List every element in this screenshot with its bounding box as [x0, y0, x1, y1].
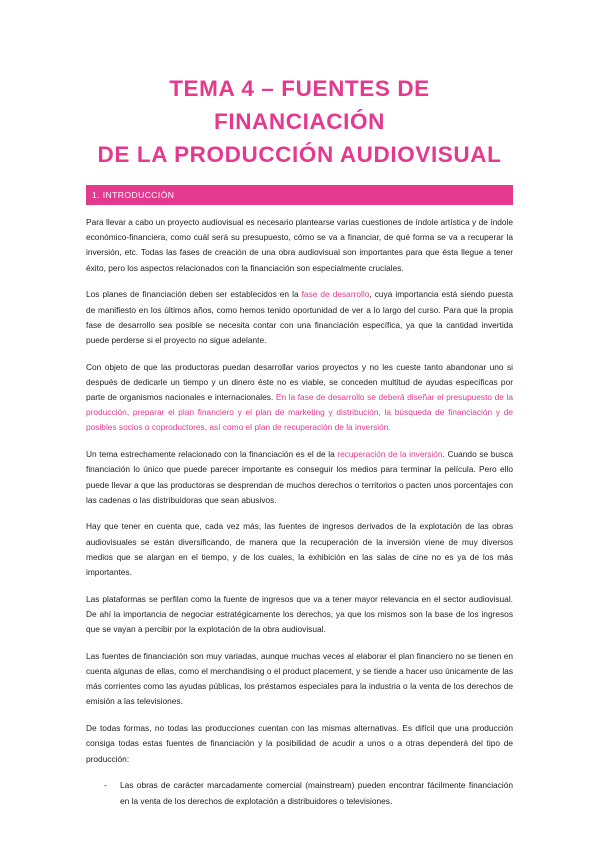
- paragraph-7: Las fuentes de financiación son muy variadas, aunque muchas veces al elaborar el plan financiero no se tienen en cuenta algunas de ellas, como el merchandising o el product placement, y se tiende a hacer uso únicamente de las más corrientes como las ayudas públicas, los préstamos especiales para la industria o la venta de los derechos de emisión a las televisiones.: [86, 650, 513, 707]
- section-heading: 1. INTRODUCCIÓN: [86, 185, 513, 205]
- bullet-dash: -: [104, 780, 107, 791]
- bullet-text: Las obras de carácter marcadamente comercial (mainstream) pueden encontrar fácilmente financiación en la venta de los derechos de explotación a distribuidores o televisiones.: [120, 780, 513, 806]
- paragraph-1: Para llevar a cabo un proyecto audiovisual es necesario plantearse varias cuestiones de índole artística y de índole económico-financiera, como cuál será su presupuesto, cómo se va a financiar, de qué forma se va a recuperar la inversión, etc. Todas las fases de creación de una obra audiovisual son importantes para que ésta llegue a tener éxito, pero los aspectos relacionados con la financiación son especialmente cruciales.: [86, 217, 513, 273]
- title-line-1: TEMA 4 – FUENTES DE FINANCIACIÓN: [169, 76, 430, 134]
- highlight-recuperacion-inversion: recuperación de la inversión: [337, 449, 443, 460]
- highlight-fase-desarrollo: fase de desarrollo: [301, 289, 370, 300]
- paragraph-3: Con objeto de que las productoras puedan desarrollar varios proyectos y no les cueste tanto abandonar uno si después de dedicarle un tiempo y un dinero éste no es viable, se conceden multitud de ayudas específicas por parte de organismos nacionales e internacionales. En la fase de desarrollo se deberá diseñar el presupuesto de la producción, preparar el plan financiero y el plan de marketing y distribución, la búsqueda de financiación y de posibles socios o coproductores, así como el plan de recuperación de la inversión.: [86, 361, 513, 433]
- list-item: [86, 778, 513, 808]
- paragraph-4: Un tema estrechamente relacionado con la financiación es el de la recuperación de la inversión. Cuando se busca financiación lo único que puede parecer importante es conseguir los medios para terminar la película. Pero ello puede llevar a que las productoras se desprendan de muchos derechos o territorios o pacten unos porcentajes con las cadenas o las distribuidoras que sean abusivos.: [86, 449, 514, 505]
- document-body: [86, 215, 513, 809]
- highlight-fase-desarrollo-detalle: En la fase de desarrollo se deberá diseñar el presupuesto de la producción, preparar el plan financiero y el plan de marketing y distribución, la búsqueda de financiación y de posibles socios o coproductores, así como el plan de recuperación de la inversión.: [86, 392, 513, 433]
- page-title: [86, 0, 513, 171]
- paragraph-2: Los planes de financiación deben ser establecidos en la fase de desarrollo, cuya importancia está siendo puesta de manifiesto en los últimos años, como hemos tenido oportunidad de ver a lo largo del curso. Para que la propia fase de desarrollo sea posible se necesita contar con una financiación específica, ya que la cantidad invertida puede perderse si el proyecto no sigue adelante.: [86, 289, 514, 345]
- paragraph-8: De todas formas, no todas las producciones cuentan con las mismas alternativas. Es difícil que una producción consiga todas estas fuentes de financiación y la posibilidad de acudir a unos o a otras dependerá del tipo de producción:: [86, 723, 513, 764]
- paragraph-5: Hay que tener en cuenta que, cada vez más, las fuentes de ingresos derivados de la explotación de las obras audiovisuales se están diversificando, de manera que la recuperación de la inversión viene de muy diversos medios que se alargan en el tiempo, y de los cuales, la exhibición en las salas de cine no es ya de los más importantes.: [86, 521, 513, 578]
- title-line-2: DE LA PRODUCCIÓN AUDIOVISUAL: [97, 142, 502, 167]
- paragraph-6: Las plataformas se perfilan como la fuente de ingresos que va a tener mayor relevancia en el sector audiovisual. De ahí la importancia de negociar estratégicamente los derechos, ya que los mismos son la base de los ingresos que se vayan a percibir por la explotación de la obra audiovisual.: [86, 593, 513, 635]
